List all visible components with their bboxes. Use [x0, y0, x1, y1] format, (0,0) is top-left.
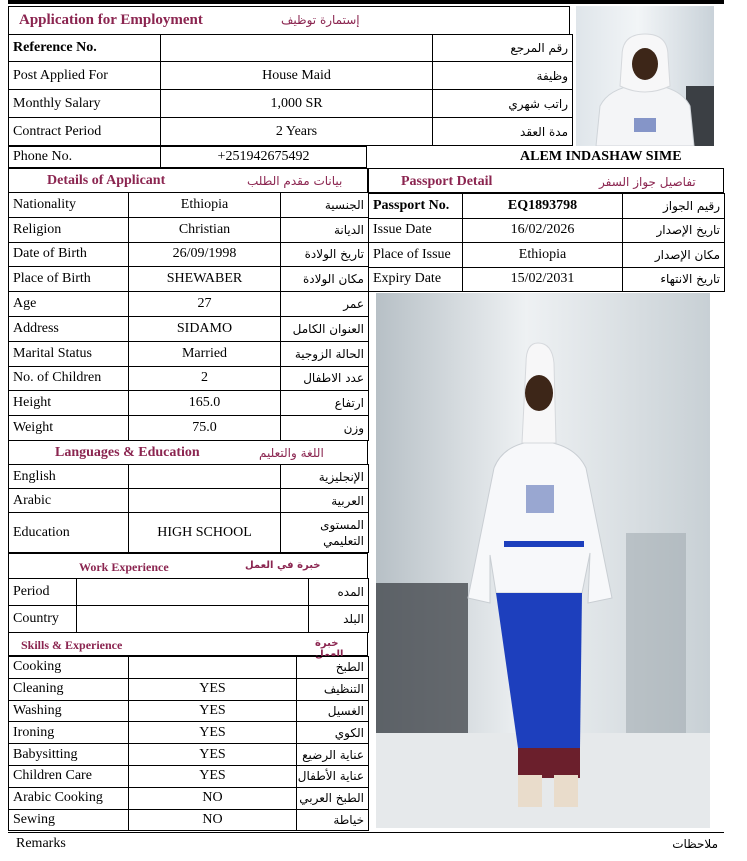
- applicant-label-arabic: عدد الاطفال: [281, 366, 369, 391]
- applicant-label-arabic: الديانة: [281, 217, 369, 242]
- skills-section: [8, 632, 368, 832]
- skill-row: [9, 787, 369, 809]
- applicant-value: Ethiopia: [129, 193, 281, 218]
- applicant-title-arabic: بيانات مقدم الطلب: [247, 174, 343, 188]
- applicant-row: [9, 217, 369, 242]
- salary-value: 1,000 SR: [161, 90, 433, 118]
- applicant-label-arabic: الجنسية: [281, 193, 369, 218]
- education-value: HIGH SCHOOL: [129, 513, 281, 553]
- reference-label: Reference No.: [9, 35, 161, 62]
- skill-value: YES: [129, 765, 297, 787]
- skill-row: [9, 657, 369, 679]
- applicant-value: 27: [129, 292, 281, 317]
- passport-value: Ethiopia: [463, 243, 623, 268]
- skills-header: [8, 632, 368, 660]
- skill-label: Children Care: [9, 765, 129, 787]
- skill-value: NO: [129, 787, 297, 809]
- applicant-value: 2: [129, 366, 281, 391]
- applicant-value: 75.0: [129, 416, 281, 441]
- languages-title-arabic: اللغة والتعليم: [259, 446, 324, 460]
- skill-label-arabic: عناية الرضيع: [297, 744, 369, 766]
- passport-label: Expiry Date: [369, 267, 463, 292]
- applicant-label: Address: [9, 316, 129, 341]
- arabic-value: [129, 489, 281, 513]
- english-value: [129, 465, 281, 489]
- skill-label: Arabic Cooking: [9, 787, 129, 809]
- applicant-label: Weight: [9, 416, 129, 441]
- passport-label-arabic: رقيم الجواز: [623, 194, 725, 219]
- applicant-photo-full: [376, 293, 710, 828]
- applicant-section: [8, 168, 368, 440]
- reference-label-arabic: رقم المرجع: [433, 35, 573, 62]
- applicant-label: Nationality: [9, 193, 129, 218]
- applicant-label-arabic: ارتفاع: [281, 391, 369, 416]
- applicant-row: [9, 193, 369, 218]
- applicant-value: Christian: [129, 217, 281, 242]
- languages-header: [8, 440, 368, 465]
- applicant-value: Married: [129, 341, 281, 366]
- skill-value: [129, 657, 297, 679]
- passport-value: 15/02/2031: [463, 267, 623, 292]
- salary-label: Monthly Salary: [9, 90, 161, 118]
- skill-label-arabic: الكوي: [297, 722, 369, 744]
- post-label: Post Applied For: [9, 62, 161, 90]
- applicant-row: [9, 366, 369, 391]
- applicant-label: Marital Status: [9, 341, 129, 366]
- country-value: [77, 606, 309, 633]
- applicant-row: [9, 341, 369, 366]
- skill-value: YES: [129, 700, 297, 722]
- skill-label-arabic: الغسيل: [297, 700, 369, 722]
- applicant-row: [9, 416, 369, 441]
- page-title: Application for Employment: [19, 12, 203, 28]
- applicant-label: Religion: [9, 217, 129, 242]
- phone-row: [8, 146, 366, 168]
- skill-value: NO: [129, 809, 297, 831]
- applicant-row: [9, 316, 369, 341]
- applicant-label: Age: [9, 292, 129, 317]
- arabic-label: Arabic: [9, 489, 129, 513]
- education-label-arabic: المستوى التعليمي: [281, 513, 369, 553]
- reference-value: [161, 35, 433, 62]
- applicant-label-arabic: الحالة الزوجية: [281, 341, 369, 366]
- remarks-row: [8, 832, 724, 856]
- passport-label-arabic: مكان الإصدار: [623, 243, 725, 268]
- page-title-arabic: إستمارة توظيف: [281, 13, 360, 27]
- applicant-row: [9, 242, 369, 267]
- skill-row: [9, 722, 369, 744]
- post-label-arabic: وظيفة: [433, 62, 573, 90]
- skill-label: Cooking: [9, 657, 129, 679]
- contract-value: 2 Years: [161, 118, 433, 146]
- passport-section: [368, 168, 724, 292]
- applicant-label: Place of Birth: [9, 267, 129, 292]
- job-table: [8, 34, 572, 145]
- passport-value: EQ1893798: [463, 194, 623, 219]
- passport-label: Issue Date: [369, 218, 463, 243]
- applicant-value: 26/09/1998: [129, 242, 281, 267]
- passport-header: [368, 168, 724, 193]
- applicant-label-arabic: تاريخ الولادة: [281, 242, 369, 267]
- skill-value: YES: [129, 678, 297, 700]
- skills-title: Skills & Experience: [21, 638, 123, 652]
- passport-row: [369, 243, 725, 268]
- remarks-label: Remarks: [16, 836, 66, 851]
- arabic-label-arabic: العربية: [281, 489, 369, 513]
- country-label-arabic: البلد: [309, 606, 369, 633]
- work-header: [8, 553, 368, 579]
- applicant-label: No. of Children: [9, 366, 129, 391]
- top-rule: [8, 0, 724, 4]
- skill-label-arabic: خياطة: [297, 809, 369, 831]
- skill-row: [9, 678, 369, 700]
- applicant-label: Height: [9, 391, 129, 416]
- skill-row: [9, 809, 369, 831]
- passport-row: [369, 218, 725, 243]
- passport-value: 16/02/2026: [463, 218, 623, 243]
- skill-row: [9, 765, 369, 787]
- contract-label-arabic: مدة العقد: [433, 118, 573, 146]
- skill-label: Cleaning: [9, 678, 129, 700]
- skill-value: YES: [129, 744, 297, 766]
- skill-label-arabic: التنظيف: [297, 678, 369, 700]
- phone-value: +251942675492: [161, 147, 367, 168]
- applicant-row: [9, 292, 369, 317]
- header-box: [8, 6, 570, 35]
- languages-section: [8, 440, 368, 553]
- applicant-label-arabic: وزن: [281, 416, 369, 441]
- contract-label: Contract Period: [9, 118, 161, 146]
- applicant-photo-small: [576, 6, 714, 146]
- passport-row: [369, 194, 725, 219]
- passport-label: Passport No.: [369, 194, 463, 219]
- passport-label: Place of Issue: [369, 243, 463, 268]
- skill-label: Washing: [9, 700, 129, 722]
- country-label: Country: [9, 606, 77, 633]
- skill-row: [9, 700, 369, 722]
- period-value: [77, 579, 309, 606]
- work-title: Work Experience: [79, 560, 169, 574]
- applicant-title: Details of Applicant: [47, 173, 166, 188]
- applicant-value: SHEWABER: [129, 267, 281, 292]
- applicant-row: [9, 267, 369, 292]
- languages-title: Languages & Education: [55, 445, 200, 460]
- applicant-header: [8, 168, 368, 193]
- skill-label-arabic: الطبخ: [297, 657, 369, 679]
- skill-label: Babysitting: [9, 744, 129, 766]
- skill-label-arabic: الطبخ العربي: [297, 787, 369, 809]
- post-value: House Maid: [161, 62, 433, 90]
- remarks-label-arabic: ملاحظات: [672, 837, 718, 851]
- skill-label: Sewing: [9, 809, 129, 831]
- applicant-name: ALEM INDASHAW SIME: [520, 149, 682, 164]
- phone-label: Phone No.: [9, 147, 161, 168]
- skills-title-arabic: خبرة العمل: [315, 638, 344, 660]
- work-title-arabic: خبرة في العمل: [245, 560, 321, 571]
- skill-value: YES: [129, 722, 297, 744]
- applicant-label-arabic: العنوان الكامل: [281, 316, 369, 341]
- english-label-arabic: الإنجليزية: [281, 465, 369, 489]
- passport-label-arabic: تاريخ الإصدار: [623, 218, 725, 243]
- passport-title: Passport Detail: [401, 174, 493, 189]
- applicant-label-arabic: مكان الولادة: [281, 267, 369, 292]
- applicant-row: [9, 391, 369, 416]
- period-label: Period: [9, 579, 77, 606]
- applicant-label-arabic: عمر: [281, 292, 369, 317]
- work-section: [8, 553, 368, 632]
- salary-label-arabic: راتب شهري: [433, 90, 573, 118]
- skill-label-arabic: عناية الأطفال: [297, 765, 369, 787]
- skill-row: [9, 744, 369, 766]
- skill-label: Ironing: [9, 722, 129, 744]
- education-label: Education: [9, 513, 129, 553]
- period-label-arabic: المده: [309, 579, 369, 606]
- english-label: English: [9, 465, 129, 489]
- applicant-label: Date of Birth: [9, 242, 129, 267]
- passport-label-arabic: تاريخ الانتهاء: [623, 267, 725, 292]
- applicant-value: 165.0: [129, 391, 281, 416]
- applicant-value: SIDAMO: [129, 316, 281, 341]
- passport-title-arabic: تفاصيل جواز السفر: [599, 175, 696, 189]
- passport-row: [369, 267, 725, 292]
